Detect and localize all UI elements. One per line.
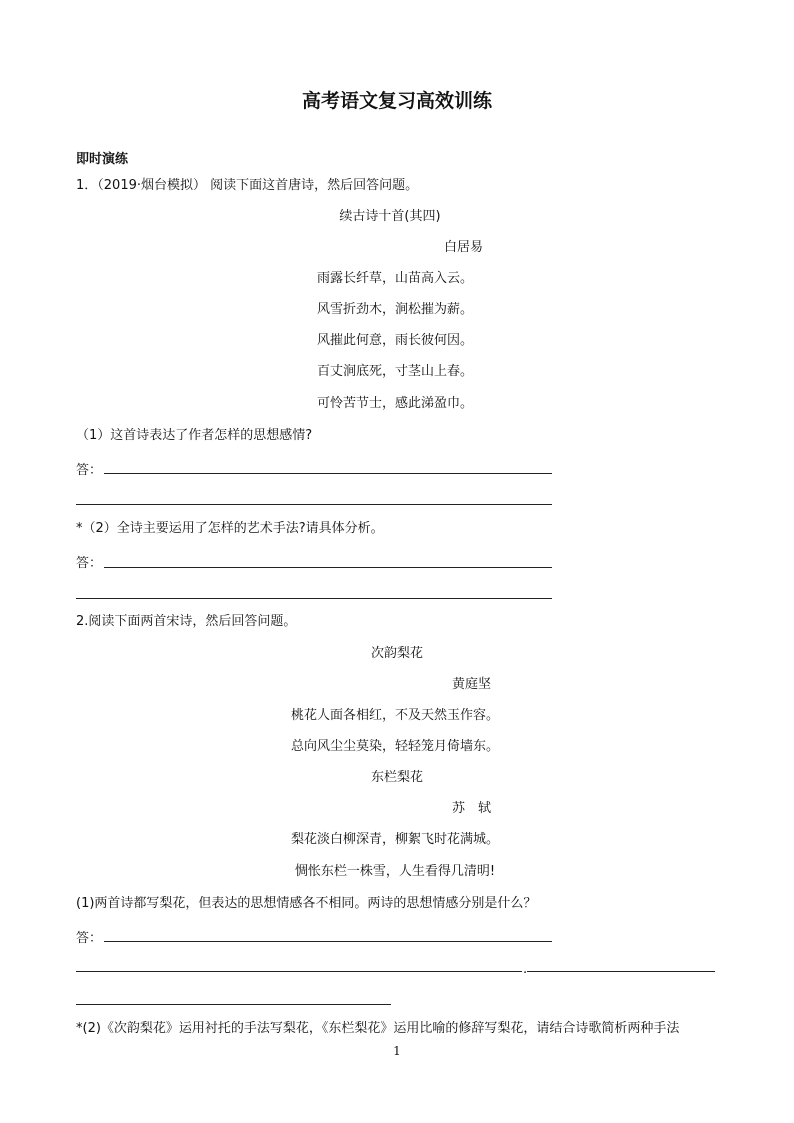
q1-answer-line[interactable]: [76, 598, 552, 599]
q2-poem2-line: 梨花淡白柳深青，柳絮飞时花满城。: [290, 832, 499, 847]
section-heading: 即时演练: [76, 152, 129, 167]
q1-poem-author: 白居易: [444, 240, 484, 255]
q2-answer-line[interactable]: [76, 971, 522, 972]
q2-answer-label: 答：: [76, 931, 103, 946]
q1-poem-line: 可怜苦节士，感此涕盈巾。: [316, 396, 473, 411]
q2-poem1-author: 黄庭坚: [452, 677, 492, 692]
q2-poem1-title: 次韵梨花: [370, 646, 423, 661]
q1-intro: 1．（2019·烟台模拟） 阅读下面这首唐诗，然后回答问题。: [76, 178, 419, 193]
q2-poem1-line: 总向风尘尘莫染，轻轻笼月倚墙东。: [290, 739, 499, 754]
q1-sub1: （1）这首诗表达了作者怎样的思想感情?: [76, 428, 313, 443]
q1-answer-label-2: 答：: [76, 556, 103, 571]
q2-poem2-line: 惆怅东栏一株雪，人生看得几清明!: [294, 864, 496, 879]
q1-poem-line: 风雪折劲木，涧松摧为薪。: [316, 302, 473, 317]
q2-sub2: *(2)《次韵梨花》运用衬托的手法写梨花，《东栏梨花》运用比喻的修辞写梨花，请结合诗歌简析两种手法: [76, 1021, 680, 1036]
q2-answer-line[interactable]: [104, 941, 552, 942]
page-number: 1: [393, 1044, 401, 1058]
q2-answer-line[interactable]: [527, 971, 715, 972]
q1-poem-line: 雨露长纤草，山苗高入云。: [316, 271, 473, 286]
q2-poem2-title: 东栏梨花: [370, 770, 423, 785]
q2-poem1-line: 桃花人面各相红，不及天然玉作容。: [290, 708, 499, 723]
q1-poem-title: 续古诗十首(其四): [339, 209, 441, 224]
q2-answer-line[interactable]: [76, 1004, 391, 1005]
q1-answer-line[interactable]: [76, 504, 552, 505]
q1-sub2: *（2）全诗主要运用了怎样的艺术手法?请具体分析。: [76, 521, 384, 536]
q1-answer-line[interactable]: [104, 567, 552, 568]
q1-poem-line: 百丈涧底死，寸茎山上春。: [316, 364, 473, 379]
q2-poem2-author: 苏 轼: [452, 801, 492, 816]
q2-answer-dot: .: [523, 962, 528, 977]
q2-sub1: (1)两首诗都写梨花，但表达的思想情感各不相同。两诗的思想情感分别是什么？: [76, 896, 537, 911]
q1-answer-line[interactable]: [104, 473, 552, 474]
page-title: 高考语文复习高效训练: [301, 90, 492, 112]
q1-answer-label: 答：: [76, 463, 103, 478]
q2-intro: 2.阅读下面两首宋诗，然后回答问题。: [76, 614, 297, 629]
q1-poem-line: 风摧此何意，雨长彼何因。: [316, 333, 473, 348]
